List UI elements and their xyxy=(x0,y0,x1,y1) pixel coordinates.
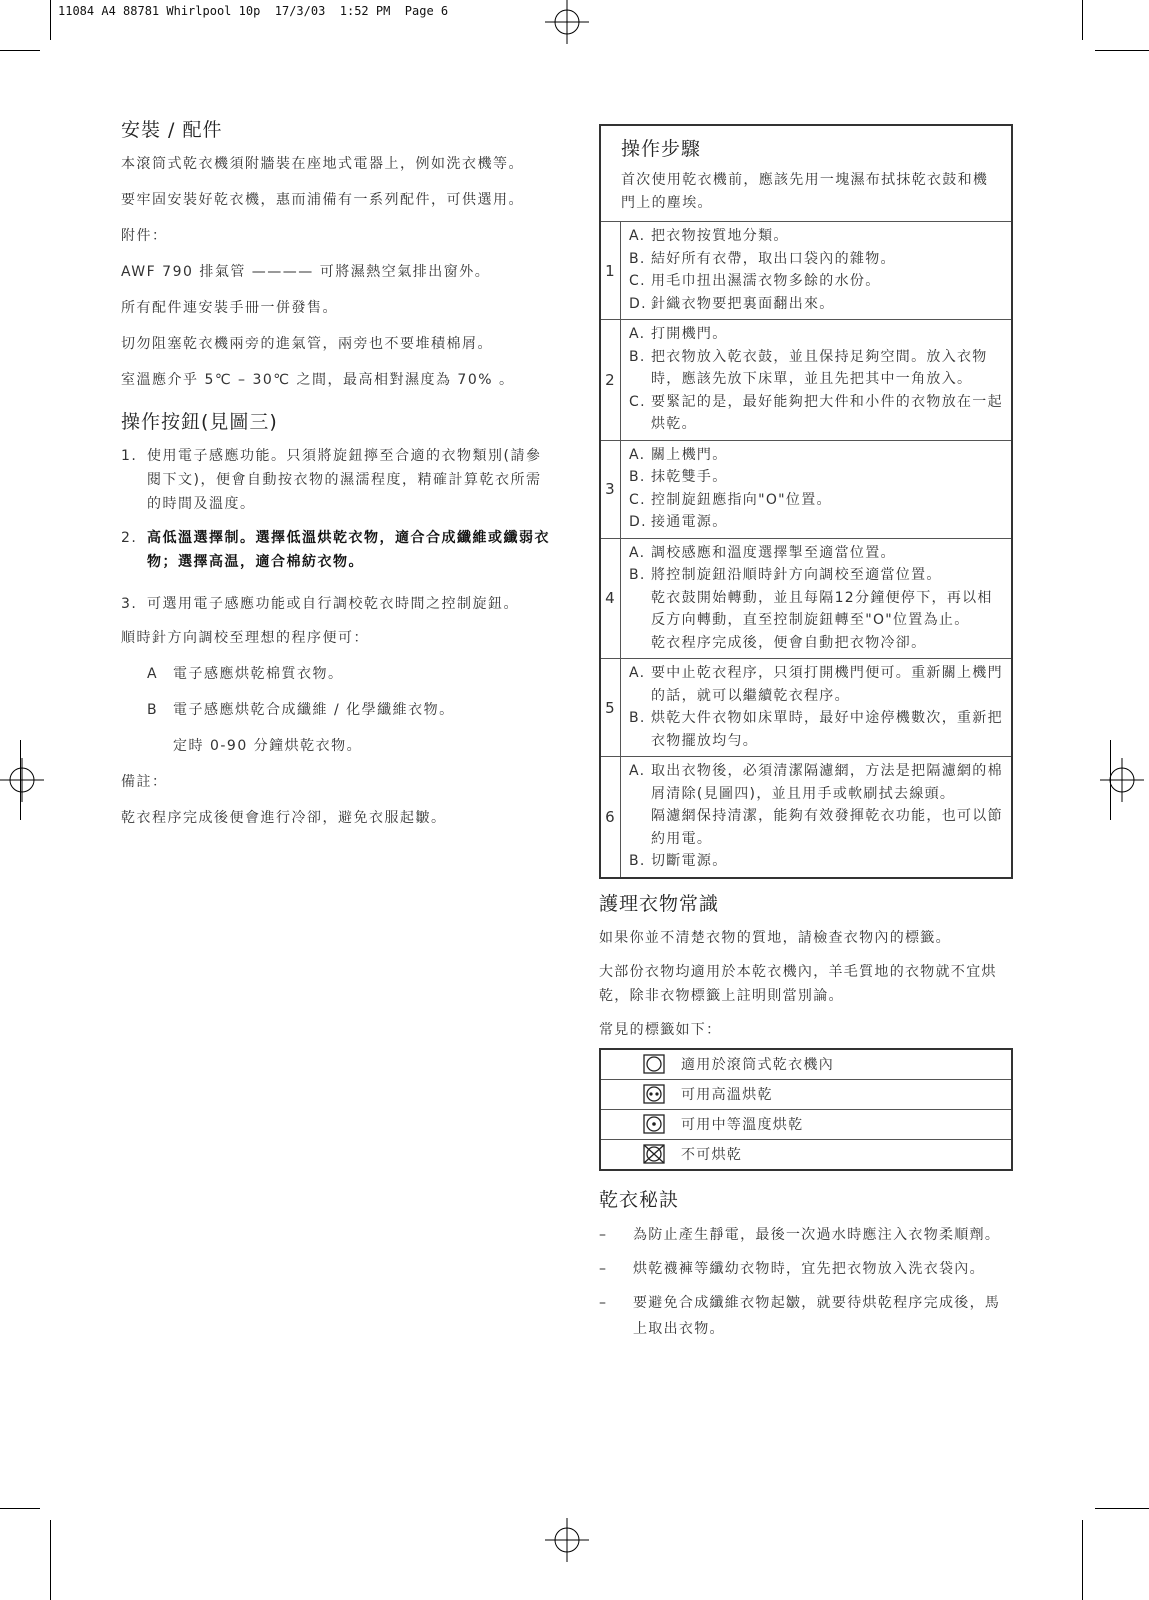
care-label-row xyxy=(601,1079,1011,1109)
crop-mark xyxy=(0,1508,40,1509)
step-row xyxy=(601,538,1011,659)
control-text: 高低溫選擇制。選擇低溫烘乾衣物，適合合成纖維或纖弱衣物；選擇高温，適合棉紡衣物。 xyxy=(147,530,550,570)
step-item-text: 把衣物放入乾衣鼓，並且保持足夠空間。放入衣物時，應該先放下床單，並且先把其中一角放入。 xyxy=(651,348,988,387)
step-item xyxy=(629,542,1005,565)
control-item xyxy=(121,444,551,516)
step-item-letter: B. xyxy=(629,567,646,583)
tip-text: 烘乾襪褲等纖幼衣物時，宜先把衣物放入洗衣袋內。 xyxy=(633,1260,985,1277)
install-paragraph: 要牢固安裝好乾衣機，惠而浦備有一系列配件，可供選用。 xyxy=(121,192,524,208)
crop-mark xyxy=(0,50,40,51)
step-item-letter: B. xyxy=(629,250,646,267)
control-number: 3. xyxy=(121,596,138,612)
step-item xyxy=(629,850,1005,873)
step-item xyxy=(629,391,1005,436)
step-item-text: 用毛巾扭出濕濡衣物多餘的水份。 xyxy=(651,273,881,289)
step-item xyxy=(629,346,1005,391)
step-item-text: 接通電源。 xyxy=(651,514,728,530)
step-item-text: 打開機門。 xyxy=(651,326,728,342)
tip-dash: – xyxy=(599,1226,608,1243)
crop-mark xyxy=(50,0,51,40)
step-item-letter: B. xyxy=(629,710,646,726)
care-label-row xyxy=(601,1139,1011,1169)
step-item-letter: A. xyxy=(629,665,646,681)
accessory-line: AWF 790 排氣管 ———— 可將濕熱空氣排出窗外。 xyxy=(121,264,491,280)
step-number: 4 xyxy=(601,539,621,659)
step-number: 1 xyxy=(601,222,621,319)
step-item-text: 烘乾大件衣物如床單時，最好中途停機數次，重新把衣物擺放均勻。 xyxy=(651,710,1003,749)
registration-mark-icon xyxy=(1100,758,1144,802)
step-item xyxy=(629,270,1005,293)
step-item-letter: D. xyxy=(629,514,647,530)
step-item-letter: A. xyxy=(629,763,646,779)
step-item-letter: B. xyxy=(629,348,646,365)
control-item xyxy=(121,592,551,616)
care-labels-intro: 常見的標籤如下： xyxy=(599,1021,722,1038)
crop-mark xyxy=(50,1520,51,1600)
step-item-letter: C. xyxy=(629,491,646,508)
note-text: 乾衣程序完成後便會進行冷卻，避免衣服起皺。 xyxy=(121,810,447,826)
step-item xyxy=(629,489,1005,512)
tumble-dry-icon xyxy=(643,1054,665,1074)
tips-title: 乾衣秘訣 xyxy=(599,1188,680,1211)
steps-intro: 首次使用乾衣機前，應該先用一塊濕布拭抹乾衣鼓和機門上的塵埃。 xyxy=(621,172,989,211)
care-paragraph: 如果你並不清楚衣物的質地，請檢查衣物內的標籤。 xyxy=(599,929,951,946)
step-item-text: 針織衣物要把裏面翻出來。 xyxy=(651,295,835,312)
do-not-tumble-dry-icon xyxy=(643,1144,665,1164)
step-item-letter: C. xyxy=(629,393,646,410)
step-row xyxy=(601,756,1011,877)
steps-table xyxy=(599,124,1013,879)
tips-list xyxy=(599,1222,1013,1342)
step-item xyxy=(629,248,1005,271)
program-item xyxy=(147,698,551,722)
tumble-dry-medium-icon xyxy=(643,1114,665,1134)
step-item xyxy=(629,225,1005,248)
step-item-letter: C. xyxy=(629,273,646,289)
step-content xyxy=(621,539,1011,659)
step-number: 2 xyxy=(601,320,621,440)
controls-title: 操作按鈕(見圖三) xyxy=(121,411,278,433)
program-letter: A xyxy=(147,666,159,682)
program-text: 電子感應烘乾合成纖維 / 化學纖維衣物。 xyxy=(173,702,455,718)
step-item xyxy=(629,293,1005,316)
program-text: 電子感應烘乾棉質衣物。 xyxy=(173,666,344,682)
step-item-text: 關上機門。 xyxy=(651,446,728,463)
step-note: 乾衣鼓開始轉動，並且每隔12分鐘便停下，再以相反方向轉動，直至控制旋鈕轉至"O"位置為止。 xyxy=(651,589,993,628)
steps-header xyxy=(601,126,1011,222)
registration-mark-icon xyxy=(545,1518,589,1562)
print-header: 11084 A4 88781 Whirlpool 10p 17/3/03 1:52 PM Page 6 xyxy=(58,4,449,18)
tip-item xyxy=(599,1290,1013,1342)
step-note: 乾衣程序完成後，便會自動把衣物冷卻。 xyxy=(651,634,927,651)
care-label-text: 不可烘乾 xyxy=(681,1147,743,1163)
step-item xyxy=(629,662,1005,707)
crop-mark xyxy=(1095,1508,1149,1509)
tip-text: 為防止產生靜電，最後一次過水時應注入衣物柔順劑。 xyxy=(633,1226,1001,1243)
care-paragraph: 大部份衣物均適用於本乾衣機內，羊毛質地的衣物就不宜烘乾，除非衣物標籤上註明則當別論。 xyxy=(599,963,997,1004)
tumble-dry-high-icon xyxy=(643,1084,665,1104)
step-number: 5 xyxy=(601,659,621,756)
left-column xyxy=(121,118,551,842)
step-item-text: 結好所有衣帶，取出口袋內的雜物。 xyxy=(651,250,896,267)
step-item-letter: D. xyxy=(629,295,647,312)
timer-text: 定時 0-90 分鐘烘乾衣物。 xyxy=(173,738,363,754)
tip-text: 要避免合成纖維衣物起皺，就要待烘乾程序完成後，馬上取出衣物。 xyxy=(633,1294,1001,1337)
install-paragraph: 所有配件連安裝手冊一併發售。 xyxy=(121,300,338,316)
step-content xyxy=(621,757,1011,877)
step-item xyxy=(629,444,1005,467)
step-number: 6 xyxy=(601,757,621,877)
step-item xyxy=(629,564,1005,587)
install-title: 安裝 / 配件 xyxy=(121,119,223,141)
care-label-text: 可用高溫烘乾 xyxy=(681,1087,773,1103)
care-title: 護理衣物常識 xyxy=(599,892,720,915)
step-item-text: 控制旋鈕應指向"O"位置。 xyxy=(651,491,832,508)
step-item xyxy=(629,760,1005,805)
note-label: 備註： xyxy=(121,774,168,790)
crop-mark xyxy=(1082,1520,1083,1600)
tip-item xyxy=(599,1222,1013,1248)
step-item xyxy=(629,511,1005,534)
step-content xyxy=(621,222,1011,319)
steps-body xyxy=(601,222,1011,877)
step-item-text: 要緊記的是，最好能夠把大件和小件的衣物放在一起烘乾。 xyxy=(651,393,1003,432)
step-item-text: 把衣物按質地分類。 xyxy=(651,228,789,244)
step-content xyxy=(621,320,1011,440)
install-paragraph: 室溫應介乎 5℃ – 30℃ 之間，最高相對濕度為 70% 。 xyxy=(121,372,515,388)
control-number: 2. xyxy=(121,530,138,546)
care-label-text: 可用中等溫度烘乾 xyxy=(681,1117,804,1133)
install-paragraph: 本滾筒式乾衣機須附牆裝在座地式電器上，例如洗衣機等。 xyxy=(121,156,524,172)
accessories-label: 附件： xyxy=(121,228,168,244)
tip-item xyxy=(599,1256,1013,1282)
step-content xyxy=(621,659,1011,756)
step-content xyxy=(621,441,1011,538)
step-item-letter: A. xyxy=(629,446,646,463)
step-item-text: 切斷電源。 xyxy=(651,853,728,869)
step-row xyxy=(601,222,1011,319)
step-item-letter: A. xyxy=(629,544,646,561)
tip-dash: – xyxy=(599,1294,608,1311)
tip-dash: – xyxy=(599,1260,608,1277)
step-item-letter: A. xyxy=(629,228,646,244)
step-item-text: 將控制旋鈕沿順時針方向調校至適當位置。 xyxy=(651,567,942,583)
step-row xyxy=(601,658,1011,756)
crop-mark xyxy=(1095,50,1149,51)
step-item-text: 調校感應和溫度選擇掣至適當位置。 xyxy=(651,544,896,561)
control-text: 使用電子感應功能。只須將旋鈕擰至合適的衣物類別(請參閱下文)，便會自動按衣物的濕濡程度，精確計算乾衣所需的時間及溫度。 xyxy=(147,448,542,512)
step-note: 隔濾網保持清潔，能夠有效發揮乾衣功能，也可以節約用電。 xyxy=(651,808,1003,847)
step-item xyxy=(629,323,1005,346)
clockwise-text: 順時針方向調校至理想的程序便可： xyxy=(121,630,369,646)
step-item-letter: B. xyxy=(629,853,646,869)
step-item-text: 取出衣物後，必須清潔隔濾網，方法是把隔濾網的棉屑清除(見圖四)，並且用手或軟刷拭去線頭。 xyxy=(651,763,1003,802)
step-number: 3 xyxy=(601,441,621,538)
steps-title: 操作步驟 xyxy=(621,138,702,160)
step-item-letter: A. xyxy=(629,326,646,342)
crop-mark xyxy=(1082,0,1083,40)
step-item xyxy=(629,466,1005,489)
care-label-row xyxy=(601,1109,1011,1139)
step-item xyxy=(629,707,1005,752)
control-item xyxy=(121,526,551,574)
step-item-letter: B. xyxy=(629,469,646,485)
step-row xyxy=(601,440,1011,538)
care-label-row xyxy=(601,1050,1011,1079)
step-row xyxy=(601,319,1011,440)
care-label-text: 適用於滾筒式乾衣機內 xyxy=(681,1057,834,1073)
care-labels-table xyxy=(599,1048,1013,1171)
program-item xyxy=(147,662,551,686)
registration-mark-icon xyxy=(0,758,44,802)
install-paragraph: 切勿阻塞乾衣機兩旁的進氣管，兩旁也不要堆積棉屑。 xyxy=(121,336,493,352)
registration-mark-icon xyxy=(545,0,589,44)
right-column xyxy=(599,124,1013,1350)
step-item-text: 抹乾雙手。 xyxy=(651,469,728,485)
control-text: 可選用電子感應功能或自行調校乾衣時間之控制旋鈕。 xyxy=(147,596,519,612)
control-number: 1. xyxy=(121,448,138,464)
step-item-text: 要中止乾衣程序，只須打開機門便可。重新關上機門的話，就可以繼續乾衣程序。 xyxy=(651,665,1003,704)
program-letter: B xyxy=(147,702,159,718)
